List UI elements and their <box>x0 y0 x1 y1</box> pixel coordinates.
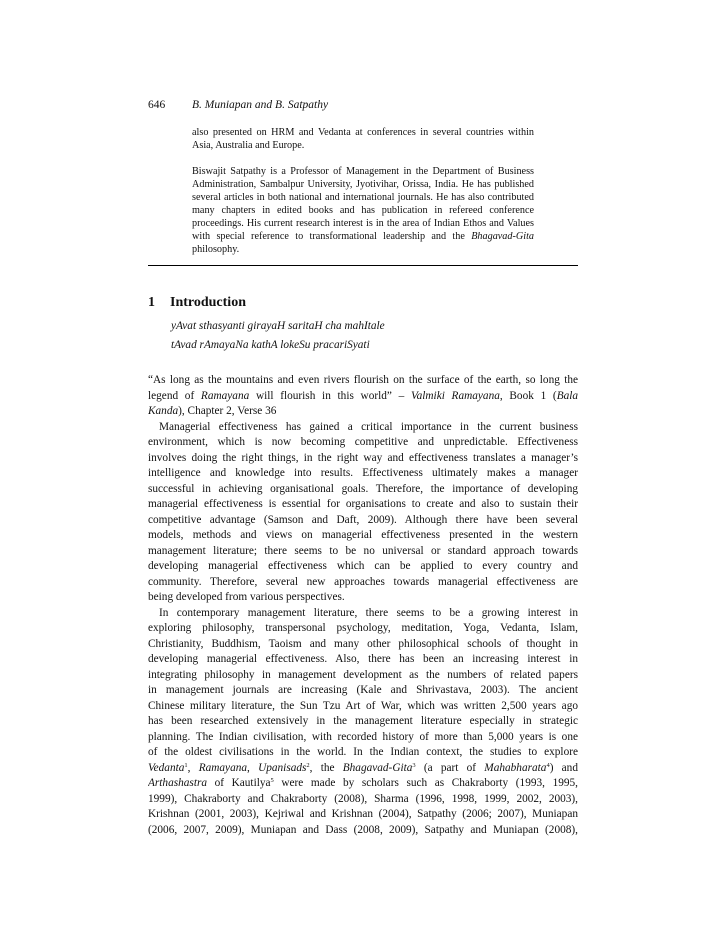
running-header <box>148 99 328 111</box>
text-line <box>148 389 578 405</box>
text-span: (a part of <box>415 761 485 774</box>
text-line: of the oldest civilisations in the world. In the Indian context, the studies to explore <box>148 746 578 758</box>
text-line: being developed from various perspectives. <box>148 591 345 603</box>
text-line: management literature; there seems to be no universal or standard approach towards <box>148 544 578 557</box>
italic-span: Ramayana <box>198 761 248 774</box>
text-line: environment, which is now becoming competitive and unpredictable. Effectiveness <box>148 436 578 448</box>
running-header-authors: B. Muniapan and B. Satpathy <box>192 99 329 111</box>
italic-span: Valmiki Ramayana <box>410 389 500 402</box>
text-line: 1999), Chakraborty and Chakraborty (2008), Sharma (1996, 1998, 1999, 2002, 2003), <box>148 792 578 805</box>
text-line: Chinese military literature, the Sun Tzu Art of War, which was written 2,500 years ago <box>148 699 578 712</box>
footnote-marker: 1 <box>184 761 188 769</box>
text-line <box>148 404 578 420</box>
footnote-marker: 3 <box>412 761 416 769</box>
text-line <box>148 761 578 777</box>
text-span: were made by scholars such as Chakraborty (1993, 1995, <box>273 777 578 789</box>
text-line: In contemporary management literature, there seems to be a growing interest in <box>159 606 578 619</box>
section-number: 1 <box>148 295 155 310</box>
text-span: , <box>187 761 199 774</box>
footnote-marker: 4 <box>546 761 550 769</box>
body-text <box>148 373 578 838</box>
bio-italic-term: Bhagavad-Gita <box>471 231 534 242</box>
bio-text: Biswajit Satpathy is a Professor of Management in the Department of Business Administration, Sambalpur University, Jyotivihar, Orissa, India. He has published several articles in both national and international journals. He has also contributed many chapters in edited books and has publication in refereed conference proceedings. His current research interest is in the area of Indian Ethos and Values with special reference to transformational leadership and the <box>192 166 534 242</box>
text-line: integrating philosophy in management development as the numbers of related papers <box>148 668 578 681</box>
footnote-marker: 5 <box>270 777 274 784</box>
text-line: developing managerial effectiveness. Also, there has been an increasing interest in <box>148 653 578 665</box>
section-title: Introduction <box>170 295 246 310</box>
section-divider <box>148 265 578 266</box>
text-line: intelligence and knowledge into results. Effectiveness ultimately makes a manager <box>148 467 578 479</box>
verse-line: yAvat sthasyanti girayaH saritaH cha mahItale <box>171 320 385 332</box>
text-line: planning. The Indian civilisation, with recorded history of more than 5,000 years is one <box>148 730 578 743</box>
verse-line: tAvad rAmayaNa kathA lokeSu pracariSyati <box>171 339 370 351</box>
footnote-marker: 2 <box>306 761 310 769</box>
text-line: exploring philosophy, transpersonal psychology, meditation, Yoga, Vedanta, Islam, <box>148 622 578 634</box>
italic-span: Arthashastra <box>148 777 208 789</box>
text-line: successful in achieving organisational goals. Therefore, the importance of developing <box>148 482 578 495</box>
italic-span: Bhagavad-Gita <box>342 761 413 774</box>
text-line: “As long as the mountains and even rivers flourish on the surface of the earth, so long the <box>148 374 578 386</box>
text-line: Managerial effectiveness has gained a critical importance in the current business <box>159 420 578 433</box>
text-span: , Book 1 ( <box>499 389 557 402</box>
text-line: (2006, 2007, 2009), Muniapan and Dass (2008, 2009), Satpathy and Muniapan (2008), <box>148 823 578 836</box>
italic-span: Bala <box>556 389 578 402</box>
italic-span: Vedanta <box>148 761 185 774</box>
text-line: in management journals are increasing (Kale and Shrivastava, 2003). The ancient <box>148 684 578 696</box>
text-line: models, methods and views on managerial effectiveness presented in the western <box>148 529 578 541</box>
text-line: has been researched extensively in the management literature especially in strategic <box>148 715 578 727</box>
author-bio-paragraph: also presented on HRM and Vedanta at conferences in several countries within Asia, Australia and Europe. <box>192 127 534 151</box>
bio-text-end: philosophy. <box>192 244 240 255</box>
text-span: ), Chapter 2, Verse 36 <box>178 405 277 417</box>
text-line: involves doing the right things, in the right way and effectiveness translates a manager’s <box>148 451 578 464</box>
italic-span: Mahabharata <box>484 761 547 774</box>
section-heading <box>148 295 246 311</box>
italic-span: Ramayana <box>200 389 250 402</box>
italic-span: Kanda <box>148 405 179 417</box>
text-line: managerial effectiveness is essential for organisations to create and also to sustain their <box>148 498 578 510</box>
author-bio-paragraph <box>192 165 534 256</box>
text-span: will flourish in this world” – <box>249 389 411 402</box>
text-line: community. Therefore, several new approaches towards managerial effectiveness are <box>148 575 578 588</box>
italic-span: Upanisads <box>258 761 307 774</box>
page-number: 646 <box>148 99 166 111</box>
text-line <box>148 776 578 792</box>
text-span: , <box>247 761 259 774</box>
text-line: Krishnan (2001, 2003), Kejriwal and Krishnan (2004), Satpathy (2006; 2007), Muniapan <box>148 808 578 820</box>
text-line: Christianity, Buddhism, Taoism and many other philosophical schools of thought in <box>148 637 578 650</box>
text-span: ) and <box>549 761 578 774</box>
text-line: competitive advantage (Samson and Daft, 2009). Although there have been several <box>148 513 578 526</box>
text-line: developing managerial effectiveness which can be applied to every country and <box>148 560 578 572</box>
text-span: , the <box>309 761 343 774</box>
text-span: of Kautilya <box>207 777 271 789</box>
text-span: legend of <box>148 389 201 402</box>
